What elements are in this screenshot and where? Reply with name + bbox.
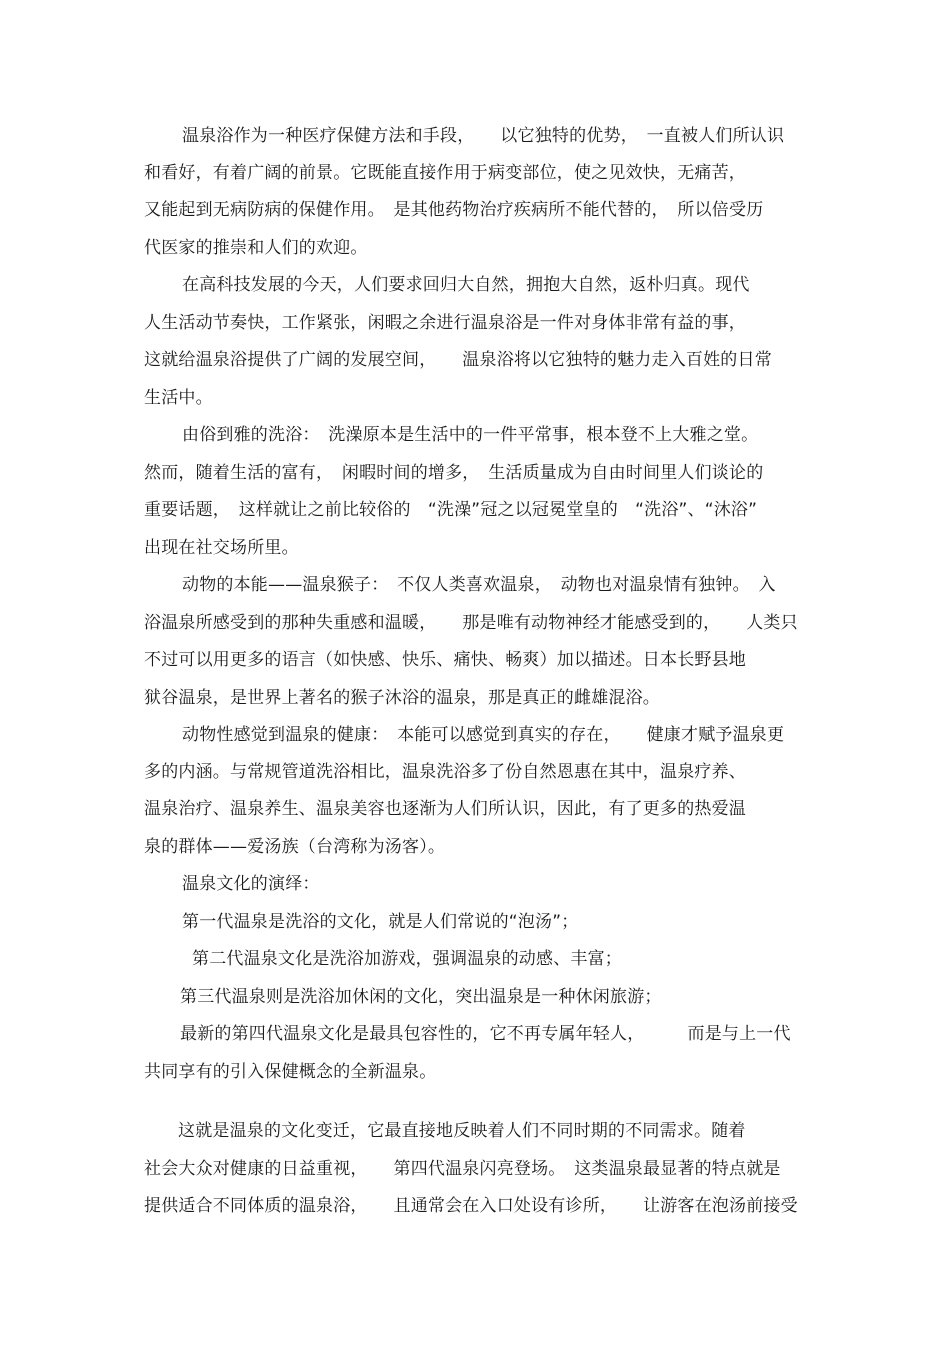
text-line: 这就给温泉浴提供了广阔的发展空间， 温泉浴将以它独特的魅力走入百姓的日常 <box>144 350 772 370</box>
text-line: 人生活动节奏快，工作紧张，闲暇之余进行温泉浴是一件对身体非常有益的事， <box>144 313 746 333</box>
text-line: 不过可以用更多的语言（如快感、快乐、痛快、畅爽）加以描述。日本长野县地 <box>144 650 746 670</box>
text-line: 狱谷温泉，是世界上著名的猴子沐浴的温泉，那是真正的雌雄混浴。 <box>144 688 660 708</box>
section-heading: 温泉文化的演绎： <box>182 874 320 894</box>
text-line: 温泉浴作为一种医疗保健方法和手段， 以它独特的优势， 一直被人们所认识 <box>182 126 785 146</box>
text-line: 多的内涵。与常规管道洗浴相比，温泉洗浴多了份自然恩惠在其中，温泉疗养、 <box>144 762 746 782</box>
text-line: 浴温泉所感受到的那种失重感和温暖， 那是唯有动物神经才能感受到的， 人类只 <box>144 613 798 633</box>
text-line: 代医家的推崇和人们的欢迎。 <box>144 238 368 258</box>
list-item: 第三代温泉则是洗浴加休闲的文化，突出温泉是一种休闲旅游； <box>180 987 662 1007</box>
list-item: 第二代温泉文化是洗浴加游戏，强调温泉的动感、丰富； <box>192 949 622 969</box>
text-line: 共同享有的引入保健概念的全新温泉。 <box>144 1062 437 1082</box>
text-line: 提供适合不同体质的温泉浴， 且通常会在入口处设有诊所， 让游客在泡汤前接受 <box>144 1196 798 1216</box>
text-line: 社会大众对健康的日益重视， 第四代温泉闪亮登场。 这类温泉最显著的特点就是 <box>144 1159 781 1179</box>
text-line: 和看好，有着广阔的前景。它既能直接作用于病变部位，使之见效快，无痛苦， <box>144 163 746 183</box>
text-line: 动物的本能——温泉猴子： 不仅人类喜欢温泉， 动物也对温泉情有独钟。 入 <box>182 575 776 595</box>
text-line: 泉的群体——爱汤族（台湾称为汤客）。 <box>144 837 446 857</box>
text-line: 这就是温泉的文化变迁，它最直接地反映着人们不同时期的不同需求。随着 <box>178 1121 746 1141</box>
text-line: 由俗到雅的洗浴： 洗澡原本是生活中的一件平常事，根本登不上大雅之堂。 <box>182 425 759 445</box>
text-line: 最新的第四代温泉文化是最具包容性的，它不再专属年轻人， 而是与上一代 <box>180 1024 791 1044</box>
text-line: 重要话题， 这样就让之前比较俗的 “洗澡”冠之以冠冕堂皇的 “洗浴”、“沐浴” <box>144 500 758 520</box>
text-line: 出现在社交场所里。 <box>144 538 299 558</box>
text-line: 动物性感觉到温泉的健康： 本能可以感觉到真实的存在， 健康才赋予温泉更 <box>182 725 785 745</box>
text-line: 生活中。 <box>144 388 213 408</box>
text-line: 在高科技发展的今天，人们要求回归大自然，拥抱大自然，返朴归真。现代 <box>182 275 750 295</box>
text-line: 然而，随着生活的富有， 闲暇时间的增多， 生活质量成为自由时间里人们谈论的 <box>144 463 764 483</box>
text-line: 又能起到无病防病的保健作用。 是其他药物治疗疾病所不能代替的， 所以倍受历 <box>144 200 764 220</box>
list-item: 第一代温泉是洗浴的文化，就是人们常说的“泡汤”； <box>182 912 579 932</box>
text-line: 温泉治疗、温泉养生、温泉美容也逐渐为人们所认识，因此，有了更多的热爱温 <box>144 799 746 819</box>
